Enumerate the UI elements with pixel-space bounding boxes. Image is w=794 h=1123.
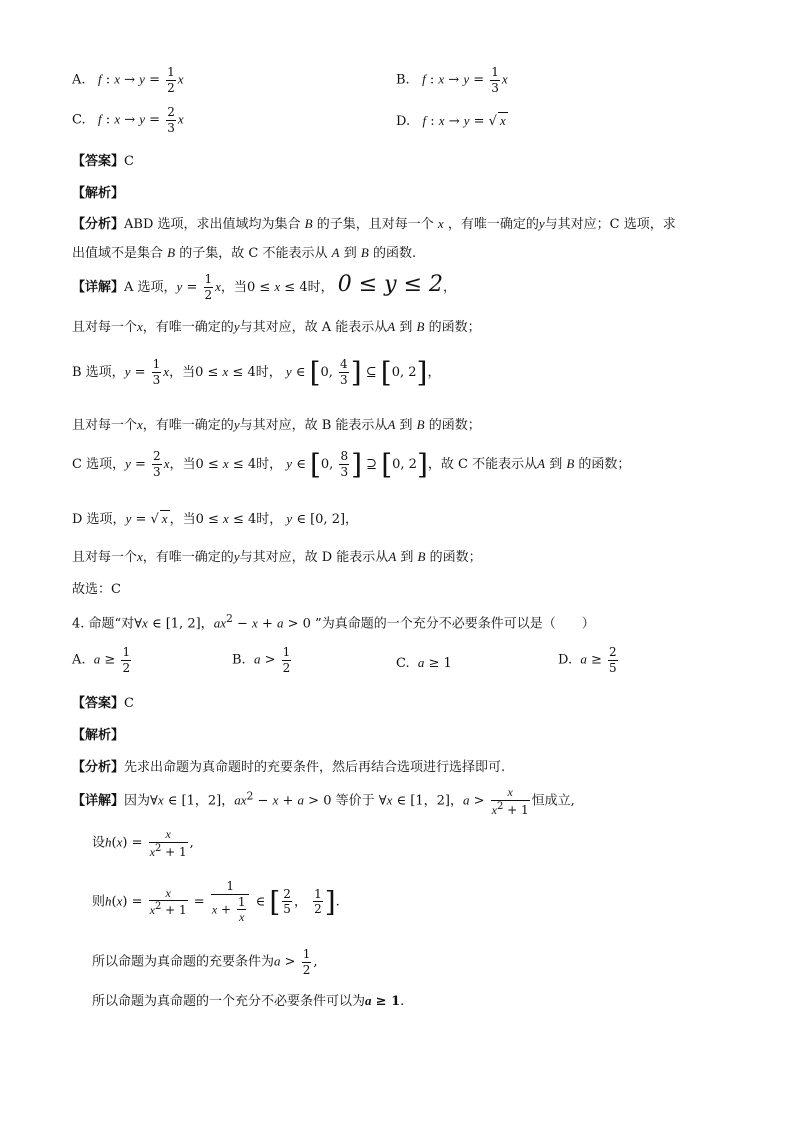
q3-detail-d-tail: 且对每一个x，有唯一确定的y与其对应，故 D 能表示从A 到 B 的函数；: [72, 549, 482, 565]
q3-detail-d: D 选项，y = √ x ，当0 ≤ x ≤ 4时， y ∈ [0, 2]，: [72, 511, 359, 527]
q4-analysis-heading: 【解析】: [72, 728, 125, 743]
q3-detail-c: C 选项，y = $\frac{2}{3}$ x，当0 ≤ x ≤ 4时， y ∈ [0, $\frac{8}{3}$ ] ⊇ [0, 2]，故 C 不能表示从A 到 B 的函数；: [72, 448, 631, 481]
q4-option-b: B. a > $\frac{1}{2}$: [232, 645, 291, 675]
q3-option-b: B. f : x → y = $\frac{1}{3}$ x: [396, 65, 508, 95]
q4-fenxi: 【分析】先求出命题为真命题时的充要条件，然后再结合选项进行选择即可.: [72, 760, 506, 775]
q3-option-a: A. f : x → y = $\frac{1}{2}$ x: [72, 65, 184, 95]
q4-option-a: A. a ≥ $\frac{1}{2}$: [72, 645, 131, 675]
q4-answer: 【答案】C: [72, 696, 134, 711]
q4-define-h: 设h(x) = $\frac{x}{x^2 + 1}$ ,: [92, 827, 194, 859]
q3-fenxi-line-2: 出值域不是集合 B 的子集，故 C 不能表示从 A 到 B 的函数.: [72, 245, 417, 261]
q4-detail-1: 【详解】因为∀x ∈ [1，2]，$ax^2 - x + a > 0$ 等价于 ∀x ∈ [1，2]，a > $\frac{x}{x^2 + 1}$ 恒成立,: [72, 785, 575, 817]
q3-fenxi-line-1: 【分析】ABD 选项，求出值域均为集合 B 的子集，且对每一个 x ，有唯一确定的y与其对应；C 选项，求: [72, 216, 676, 232]
q3-detail-b: B 选项，y = $\frac{1}{3}$ x，当0 ≤ x ≤ 4时， y ∈ [0, $\frac{4}{3}$ ] ⊆ [0, 2]，: [72, 356, 441, 389]
q4-so-1: 所以命题为真命题的充要条件为a > $\frac{1}{2}$ ,: [92, 947, 318, 977]
q3-detail-a-tail: 且对每一个x，有唯一确定的y与其对应，故 A 能表示从A 到 B 的函数；: [72, 319, 481, 335]
q4-option-d: D. a ≥ $\frac{2}{5}$: [558, 645, 617, 675]
q3-conclusion: 故选：C: [72, 582, 121, 597]
q3-answer: 【答案】C: [72, 154, 134, 169]
q4-option-c: C. a ≥ 1: [396, 655, 452, 671]
q4-so-2: 所以命题为真命题的一个充分不必要条件可以为a ≥ 1.: [92, 993, 405, 1009]
q3-option-c: C. f : x → y = $\frac{2}{3}$ x: [72, 105, 184, 135]
q3-detail-a: 【详解】A 选项，y = $\frac{1}{2}$ x，当0 ≤ x ≤ 4时， 0 ≤ y ≤ 2，: [72, 272, 457, 302]
q4-range-h: 则h(x) = $\frac{x}{x^2 + 1}$ = 1 x + $\frac{1}{x}$ ∈ [ $\frac{2}{5}$ ， $\frac{1}{2}$ ].: [92, 879, 340, 925]
q3-analysis-heading: 【解析】: [72, 186, 125, 201]
q4-stem: 4. 命题“对∀x ∈ [1, 2]，$ax^2 - x + a > 0$ ”为真命题的一个充分不必要条件可以是（ ）: [72, 612, 595, 632]
q3-detail-b-tail: 且对每一个x，有唯一确定的y与其对应，故 B 能表示从A 到 B 的函数；: [72, 417, 481, 433]
q3-option-d: D. f : x → y = √ x: [396, 113, 506, 129]
